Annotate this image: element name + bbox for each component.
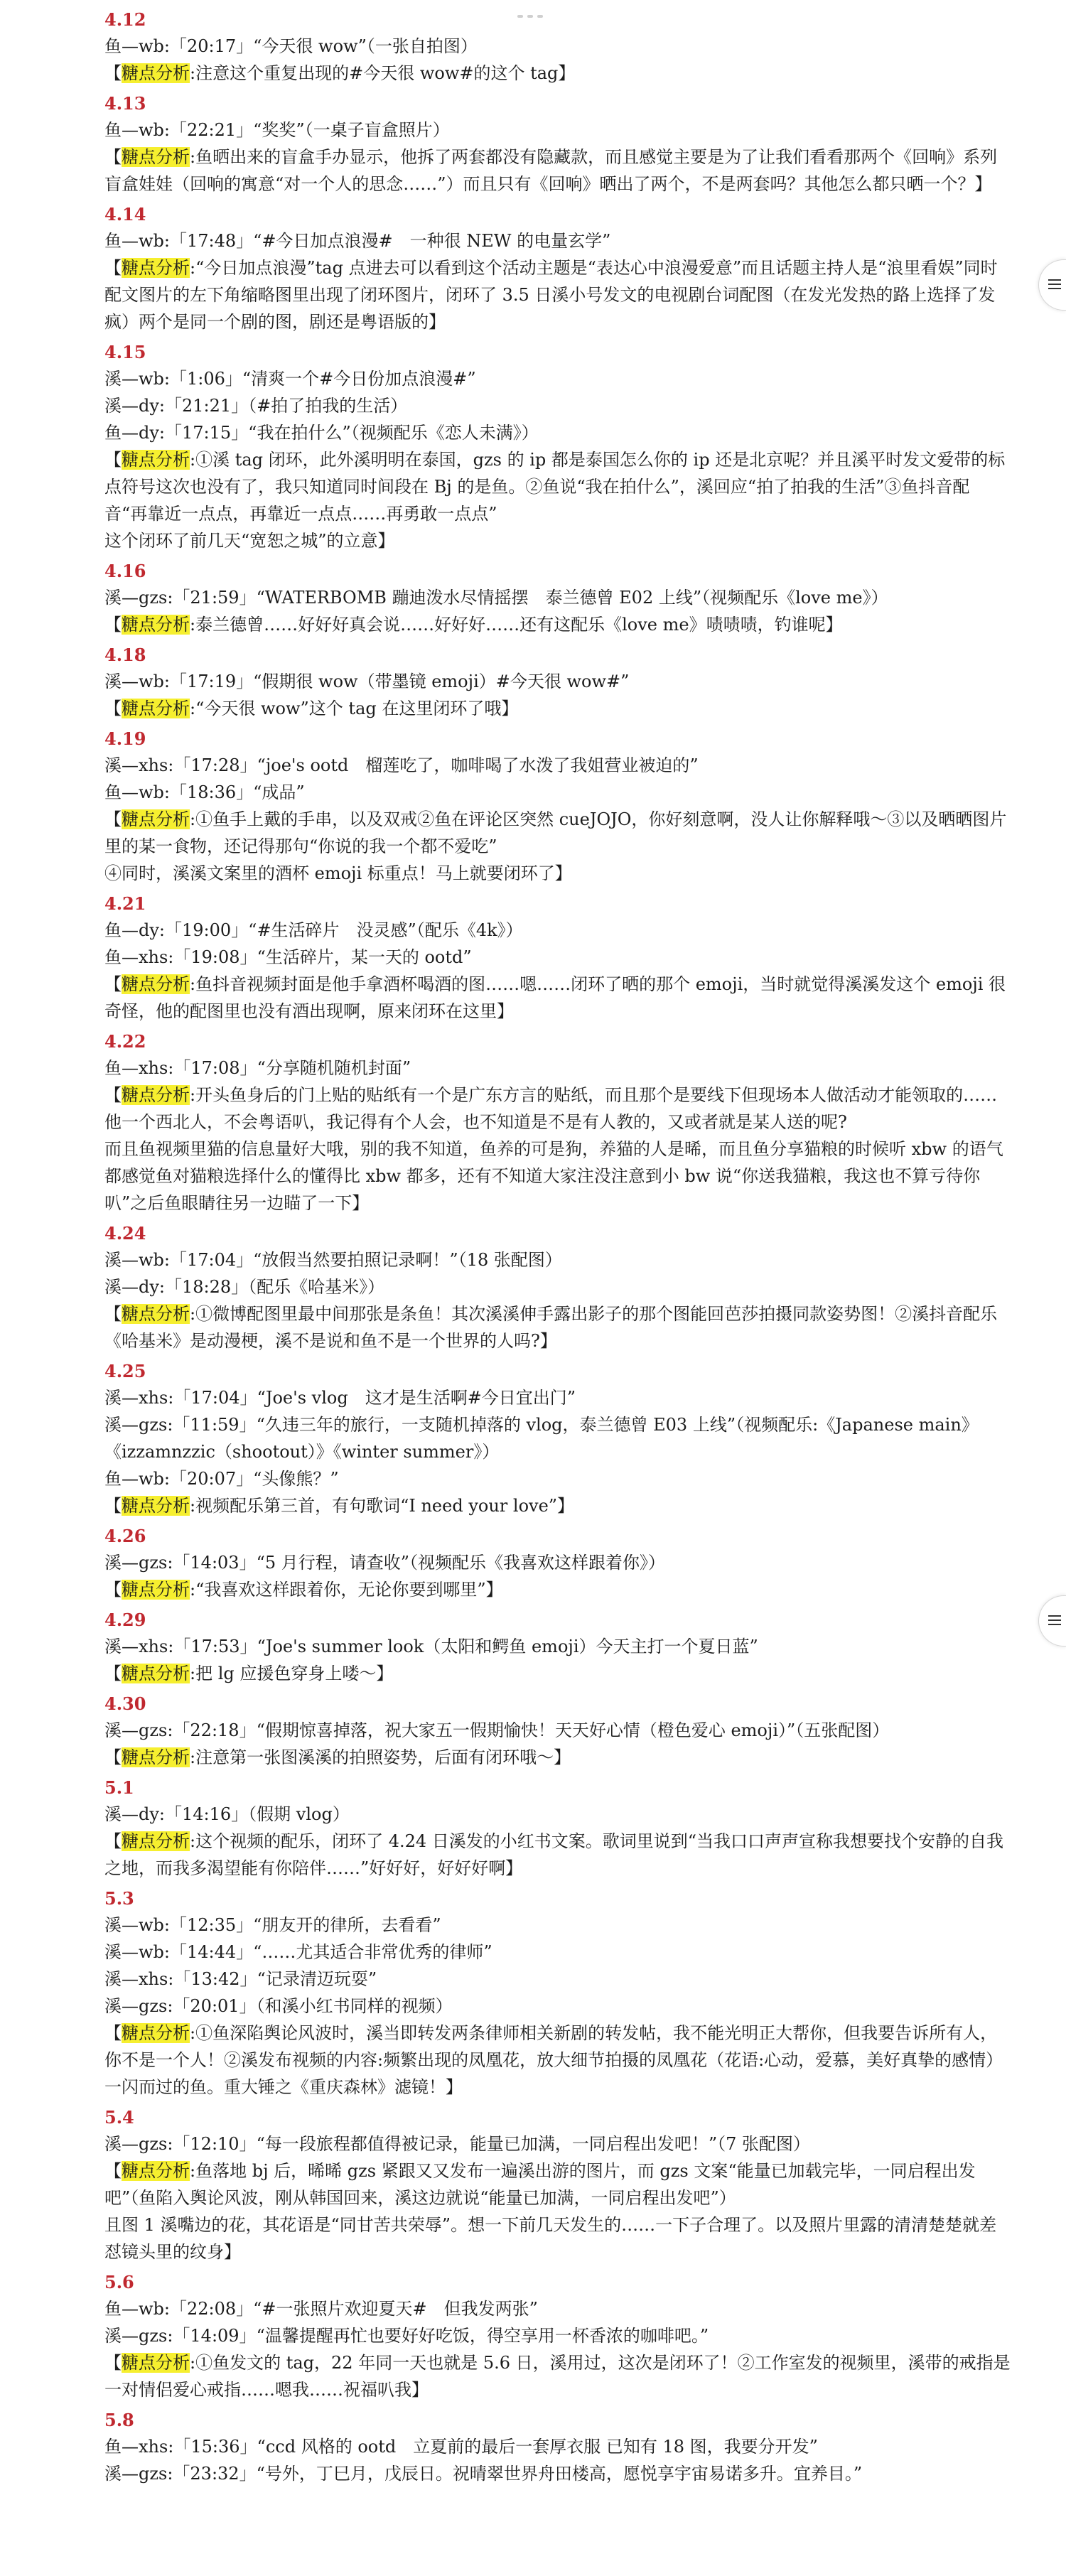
analysis-tag: 糖点分析 [122, 147, 190, 167]
hamburger-menu-icon [1048, 279, 1061, 290]
entry-date: 4.30 [104, 1693, 146, 1714]
post-line: 鱼—xhs:「15:36」“ccd 风格的 ootd 立夏前的最后一套厚衣服 已知有 18 图，我要分开发” [104, 2437, 818, 2457]
analysis-block: 【糖点分析:注意第一张图溪溪的拍照姿势，后面有闭环哦～】 [104, 1747, 571, 1767]
post-line: 溪—gzs:「14:09」“温馨提醒再忙也要好好吃饭，得空享用一杯香浓的咖啡吧。” [104, 2326, 709, 2346]
post-line: 鱼—dy:「19:00」“#生活碎片 没灵感”（配乐《4k》） [104, 920, 523, 940]
diary-entry [104, 1886, 1011, 2105]
entry-date: 4.16 [104, 561, 146, 581]
analysis-block: 【糖点分析:“今日加点浪漫”tag 点进去可以看到这个活动主题是“表达心中浪漫爱意”而且话题主持人是“浪里看娱”同时配文图片的左下角缩略图里出现了闭环图片，闭环了 3.5 日溪小号发文的电视剧台词配图（在发光发热的路上选择了发疯）两个是同一个剧的图，剧还是粤语版的】 [104, 258, 998, 332]
diary-entry [104, 7, 1011, 91]
analysis-block: 【糖点分析:把 lg 应援色穿身上喽～】 [104, 1664, 394, 1683]
analysis-tag: 糖点分析 [122, 450, 190, 470]
analysis-tag: 糖点分析 [122, 1664, 190, 1683]
post-line: 鱼—wb:「22:21」“奖奖”（一桌子盲盒照片） [104, 120, 450, 140]
analysis-text: 这个视频的配乐，闭环了 4.24 日溪发的小红书文案。歌词里说到“当我口口声声宣称我想要找个安静的自我之地，而我多渴望能有你陪伴……”好好好，好好好啊】 [104, 1831, 1004, 1878]
post-line: 溪—wb:「17:19」“假期很 wow（带墨镜 emoji）#今天很 wow#” [104, 672, 630, 691]
diary-entry [104, 2408, 1011, 2491]
post-line: 溪—gzs:「12:10」“每一段旅程都值得被记录，能量已加满，一同启程出发吧！”（7 张配图） [104, 2134, 811, 2154]
analysis-text: 把 lg 应援色穿身上喽～】 [195, 1664, 394, 1683]
diary-entry [104, 1221, 1011, 1359]
analysis-text: 注意这个重复出现的#今天很 wow#的这个 tag】 [195, 63, 576, 83]
entry-date: 5.8 [104, 2410, 134, 2430]
analysis-block: 【糖点分析:①鱼发文的 tag，22 年同一天也就是 5.6 日，溪用过，这次是闭环了！②工作室发的视频里，溪带的戒指是一对情侣爱心戒指……嗯我……祝福叭我】 [104, 2353, 1011, 2400]
diary-entry [104, 1029, 1011, 1221]
analysis-block: 【糖点分析:鱼落地 bj 后，晞晞 gzs 紧跟又又发布一遍溪出游的图片，而 gzs 文案“能量已加载完毕，一同启程出发吧”（鱼陷入舆论风波，刚从韩国回来，溪这边就说“能量已加满，一同启程出发吧”） 且图 1 溪嘴边的花，其花语是“同甘苦共荣辱”。想一下前几天发生的……一下子合理了。以及照片里露的清清楚楚就差怼镜头里的纹身】 [104, 2161, 997, 2262]
post-line: 溪—gzs:「21:59」“WATERBOMB 蹦迪泼水尽情摇摆 泰兰德曾 E02 上线”（视频配乐《love me》） [104, 588, 888, 608]
article-body [104, 7, 1011, 2491]
entry-date: 4.15 [104, 342, 146, 362]
diary-entry [104, 91, 1011, 202]
hamburger-menu-icon [1048, 1615, 1061, 1626]
analysis-tag: 糖点分析 [122, 1496, 190, 1516]
diary-entry [104, 202, 1011, 340]
entry-date: 5.3 [104, 1888, 134, 1909]
entry-date: 4.24 [104, 1223, 146, 1244]
diary-entry [104, 2105, 1011, 2270]
post-line: 鱼—wb:「18:36」“成品” [104, 782, 305, 802]
analysis-tag: 糖点分析 [122, 2161, 190, 2181]
post-line: 溪—xhs:「17:28」“joe's ootd 榴莲吃了，咖啡喝了水泼了我姐营业被迫的” [104, 755, 699, 775]
post-line: 鱼—wb:「17:48」“#今日加点浪漫# 一种很 NEW 的电量玄学” [104, 231, 611, 251]
entry-gap [104, 2487, 1011, 2491]
diary-entry [104, 1607, 1011, 1691]
post-line: 溪—dy:「14:16」（假期 vlog） [104, 1804, 350, 1824]
analysis-block: 【糖点分析:①溪 tag 闭环，此外溪明明在泰国，gzs 的 ip 都是泰国怎么你的 ip 还是北京呢？并且溪平时发文爱带的标点符号这次也没有了，我只知道同时间段在 Bj 的是鱼。②鱼说“我在拍什么”，溪回应“拍了拍我的生活”③鱼抖音配音“再靠近一点点，再靠近一点点……再勇敢一点点” 这个闭环了前几天“宽恕之城”的立意】 [104, 450, 1006, 551]
side-menu-button-lower[interactable] [1038, 1595, 1066, 1647]
diary-entry [104, 559, 1011, 642]
analysis-text: “今天很 wow”这个 tag 在这里闭环了哦】 [195, 699, 519, 718]
post-line: 溪—gzs:「14:03」“5 月行程，请查收”（视频配乐《我喜欢这样跟着你》） [104, 1553, 666, 1573]
analysis-text: ①鱼手上戴的手串，以及双戒②鱼在评论区突然 cueJOJO，你好刻意啊，没人让你解释哦～③以及晒晒图片里的某一食物，还记得那句“你说的我一个都不爱吃” ④同时，溪溪文案里的酒杯 emoji 标重点！马上就要闭环了】 [104, 809, 1007, 883]
diary-entry [104, 891, 1011, 1029]
post-line: 鱼—wb:「22:08」“#一张照片欢迎夏天# 但我发两张” [104, 2299, 538, 2319]
post-line: 鱼—wb:「20:17」“今天很 wow”（一张自拍图） [104, 36, 478, 56]
analysis-text: 注意第一张图溪溪的拍照姿势，后面有闭环哦～】 [195, 1747, 571, 1767]
analysis-tag: 糖点分析 [122, 1580, 190, 1600]
post-line: 鱼—xhs:「17:08」“分享随机随机封面” [104, 1058, 411, 1078]
post-line: 溪—xhs:「13:42」“记录清迈玩耍” [104, 1969, 377, 1989]
analysis-block: 【糖点分析:“我喜欢这样跟着你，无论你要到哪里”】 [104, 1580, 503, 1600]
analysis-tag: 糖点分析 [122, 809, 190, 829]
diary-entry [104, 340, 1011, 559]
post-line: 溪—dy:「21:21」（#拍了拍我的生活） [104, 396, 408, 416]
analysis-text: “我喜欢这样跟着你，无论你要到哪里”】 [195, 1580, 503, 1600]
analysis-text: “今日加点浪漫”tag 点进去可以看到这个活动主题是“表达心中浪漫爱意”而且话题主持人是“浪里看娱”同时配文图片的左下角缩略图里出现了闭环图片，闭环了 3.5 日溪小号发文的电视剧台词配图（在发光发热的路上选择了发疯）两个是同一个剧的图，剧还是粤语版的】 [104, 258, 998, 332]
post-line: 溪—gzs:「20:01」（和溪小红书同样的视频） [104, 1996, 453, 2016]
post-line: 鱼—wb:「20:07」“头像熊？” [104, 1469, 339, 1489]
analysis-text: 视频配乐第三首，有句歌词“I need your love”】 [195, 1496, 575, 1516]
post-line: 溪—wb:「12:35」“朋友开的律所，去看看” [104, 1915, 441, 1935]
analysis-block: 【糖点分析:①鱼手上戴的手串，以及双戒②鱼在评论区突然 cueJOJO，你好刻意啊，没人让你解释哦～③以及晒晒图片里的某一食物，还记得那句“你说的我一个都不爱吃” ④同时，溪溪文案里的酒杯 emoji 标重点！马上就要闭环了】 [104, 809, 1007, 883]
analysis-tag: 糖点分析 [122, 1747, 190, 1767]
analysis-text: ①鱼深陷舆论风波时，溪当即转发两条律师相关新剧的转发帖，我不能光明正大帮你，但我要告诉所有人，你不是一个人！②溪发布视频的内容:频繁出现的凤凰花，放大细节拍摄的凤凰花（花语:心动，爱慕，美好真挚的感情）一闪而过的鱼。重大锤之《重庆森林》滤镜！】 [104, 2023, 1003, 2097]
analysis-tag: 糖点分析 [122, 2023, 190, 2043]
analysis-tag: 糖点分析 [122, 974, 190, 994]
analysis-tag: 糖点分析 [122, 63, 190, 83]
post-line: 鱼—xhs:「19:08」“生活碎片，某一天的 ootd” [104, 947, 472, 967]
analysis-block: 【糖点分析:①鱼深陷舆论风波时，溪当即转发两条律师相关新剧的转发帖，我不能光明正大帮你，但我要告诉所有人，你不是一个人！②溪发布视频的内容:频繁出现的凤凰花，放大细节拍摄的凤凰花（花语:心动，爱慕，美好真挚的感情）一闪而过的鱼。重大锤之《重庆森林》滤镜！】 [104, 2023, 1003, 2097]
diary-entry [104, 1359, 1011, 1524]
post-line: 溪—wb:「14:44」“……尤其适合非常优秀的律师” [104, 1942, 492, 1962]
post-line: 溪—wb:「17:04」“放假当然要拍照记录啊！”（18 张配图） [104, 1250, 562, 1270]
analysis-text: 鱼晒出来的盲盒手办显示，他拆了两套都没有隐藏款，而且感觉主要是为了让我们看看那两个《回响》系列盲盒娃娃（回响的寓意“对一个人的思念……”）而且只有《回响》晒出了两个，不是两套吗？其他怎么都只晒一个？】 [104, 147, 998, 194]
analysis-text: 鱼抖音视频封面是他手拿酒杯喝酒的图……嗯……闭环了晒的那个 emoji，当时就觉得溪溪发这个 emoji 很奇怪，他的配图里也没有酒出现啊，原来闭环在这里】 [104, 974, 1006, 1021]
analysis-block: 【糖点分析:注意这个重复出现的#今天很 wow#的这个 tag】 [104, 63, 576, 83]
analysis-text: ①溪 tag 闭环，此外溪明明在泰国，gzs 的 ip 都是泰国怎么你的 ip 还是北京呢？并且溪平时发文爱带的标点符号这次也没有了，我只知道同时间段在 Bj 的是鱼。②鱼说“我在拍什么”，溪回应“拍了拍我的生活”③鱼抖音配音“再靠近一点点，再靠近一点点……再勇敢一点点” 这个闭环了前几天“宽恕之城”的立意】 [104, 450, 1006, 551]
analysis-tag: 糖点分析 [122, 1304, 190, 1324]
analysis-tag: 糖点分析 [122, 699, 190, 718]
entry-date: 4.26 [104, 1526, 146, 1546]
diary-entry [104, 1691, 1011, 1775]
analysis-text: ①微博配图里最中间那张是条鱼！其次溪溪伸手露出影子的那个图能回芭莎拍摄同款姿势图！②溪抖音配乐《哈基米》是动漫梗，溪不是说和鱼不是一个世界的人吗?】 [104, 1304, 998, 1351]
entry-date: 5.6 [104, 2272, 134, 2292]
analysis-block: 【糖点分析:“今天很 wow”这个 tag 在这里闭环了哦】 [104, 699, 519, 718]
analysis-block: 【糖点分析:视频配乐第三首，有句歌词“I need your love”】 [104, 1496, 575, 1516]
post-line: 溪—wb:「1:06」“清爽一个#今日份加点浪漫#” [104, 369, 476, 389]
diary-entry [104, 1775, 1011, 1886]
entry-date: 4.13 [104, 93, 146, 114]
post-line: 鱼—dy:「17:15」“我在拍什么”（视频配乐《恋人未满》） [104, 423, 539, 443]
analysis-block: 【糖点分析:鱼抖音视频封面是他手拿酒杯喝酒的图……嗯……闭环了晒的那个 emoji，当时就觉得溪溪发这个 emoji 很奇怪，他的配图里也没有酒出现啊，原来闭环在这里】 [104, 974, 1006, 1021]
analysis-block: 【糖点分析:这个视频的配乐，闭环了 4.24 日溪发的小红书文案。歌词里说到“当我口口声声宣称我想要找个安静的自我之地，而我多渴望能有你陪伴……”好好好，好好好啊】 [104, 1831, 1004, 1878]
post-line: 溪—gzs:「22:18」“假期惊喜掉落，祝大家五一假期愉快！天天好心情（橙色爱心 emoji）”（五张配图） [104, 1720, 890, 1740]
post-line: 溪—gzs:「11:59」“久违三年的旅行，一支随机掉落的 vlog，泰兰德曾 E03 上线”（视频配乐:《Japanese main》《izzamnzzic（shootout）》《winter summer》） [104, 1415, 979, 1462]
analysis-tag: 糖点分析 [122, 1085, 190, 1105]
post-line: 溪—gzs:「23:32」“号外，丁巳月，戊辰日。祝晴翠世界舟田楼高，愿悦享宇宙易诺多升。宜养目。” [104, 2464, 863, 2484]
analysis-text: 泰兰德曾……好好好真会说……好好好……还有这配乐《love me》啧啧啧，钓谁呢】 [195, 615, 843, 635]
side-menu-button[interactable] [1038, 259, 1066, 311]
diary-entry [104, 726, 1011, 891]
diary-entry [104, 642, 1011, 726]
analysis-text: ①鱼发文的 tag，22 年同一天也就是 5.6 日，溪用过，这次是闭环了！②工作室发的视频里，溪带的戒指是一对情侣爱心戒指……嗯我……祝福叭我】 [104, 2353, 1011, 2400]
post-line: 溪—dy:「18:28」（配乐《哈基米》） [104, 1277, 385, 1297]
entry-date: 4.14 [104, 204, 146, 225]
post-line: 溪—xhs:「17:53」“Joe's summer look（太阳和鳄鱼 emoji）今天主打一个夏日蓝” [104, 1637, 758, 1656]
entry-date: 4.29 [104, 1610, 146, 1630]
analysis-block: 【糖点分析:①微博配图里最中间那张是条鱼！其次溪溪伸手露出影子的那个图能回芭莎拍摄同款姿势图！②溪抖音配乐《哈基米》是动漫梗，溪不是说和鱼不是一个世界的人吗?】 [104, 1304, 998, 1351]
diary-entry [104, 2270, 1011, 2408]
diary-entry [104, 1524, 1011, 1607]
analysis-block: 【糖点分析:鱼晒出来的盲盒手办显示，他拆了两套都没有隐藏款，而且感觉主要是为了让我们看看那两个《回响》系列盲盒娃娃（回响的寓意“对一个人的思念……”）而且只有《回响》晒出了两个，不是两套吗？其他怎么都只晒一个？】 [104, 147, 998, 194]
analysis-tag: 糖点分析 [122, 615, 190, 635]
entry-date: 4.21 [104, 893, 146, 914]
analysis-block: 【糖点分析:泰兰德曾……好好好真会说……好好好……还有这配乐《love me》啧啧啧，钓谁呢】 [104, 615, 843, 635]
analysis-tag: 糖点分析 [122, 2353, 190, 2373]
entry-date: 4.22 [104, 1031, 146, 1052]
post-line: 溪—xhs:「17:04」“Joe's vlog 这才是生活啊#今日宜出门” [104, 1388, 576, 1408]
entry-date: 4.25 [104, 1361, 146, 1381]
entry-date: 4.19 [104, 728, 146, 749]
entry-date: 5.4 [104, 2107, 134, 2128]
analysis-tag: 糖点分析 [122, 1831, 190, 1851]
analysis-text: 鱼落地 bj 后，晞晞 gzs 紧跟又又发布一遍溪出游的图片，而 gzs 文案“能量已加载完毕，一同启程出发吧”（鱼陷入舆论风波，刚从韩国回来，溪这边就说“能量已加满，一同启程出发吧”） 且图 1 溪嘴边的花，其花语是“同甘苦共荣辱”。想一下前几天发生的……一下子合理了。以及照片里露的清清楚楚就差怼镜头里的纹身】 [104, 2161, 997, 2262]
analysis-tag: 糖点分析 [122, 258, 190, 278]
analysis-text: 开头鱼身后的门上贴的贴纸有一个是广东方言的贴纸，而且那个是要线下但现场本人做活动才能领取的……他一个西北人，不会粤语叭，我记得有个人会，也不知道是不是有人教的，又或者就是某人送的呢? 而且鱼视频里猫的信息量好大哦，别的我不知道，鱼养的可是狗，养猫的人是晞，而且鱼分享猫粮的时候听 xbw 的语气都感觉鱼对猫粮选择什么的懂得比 xbw 都多，还有不知道大家注没注意到小 bw 说“你送我猫粮，我这也不算亏待你叭”之后鱼眼睛往另一边瞄了一下】 [104, 1085, 1003, 1213]
analysis-block: 【糖点分析:开头鱼身后的门上贴的贴纸有一个是广东方言的贴纸，而且那个是要线下但现场本人做活动才能领取的……他一个西北人，不会粤语叭，我记得有个人会，也不知道是不是有人教的，又或者就是某人送的呢? 而且鱼视频里猫的信息量好大哦，别的我不知道，鱼养的可是狗，养猫的人是晞，而且鱼分享猫粮的时候听 xbw 的语气都感觉鱼对猫粮选择什么的懂得比 xbw 都多，还有不知道大家注没注意到小 bw 说“你送我猫粮，我这也不算亏待你叭”之后鱼眼睛往另一边瞄了一下】 [104, 1085, 1003, 1213]
entry-date: 4.18 [104, 645, 146, 665]
entry-date: 5.1 [104, 1777, 134, 1798]
entry-date: 4.12 [104, 9, 146, 30]
